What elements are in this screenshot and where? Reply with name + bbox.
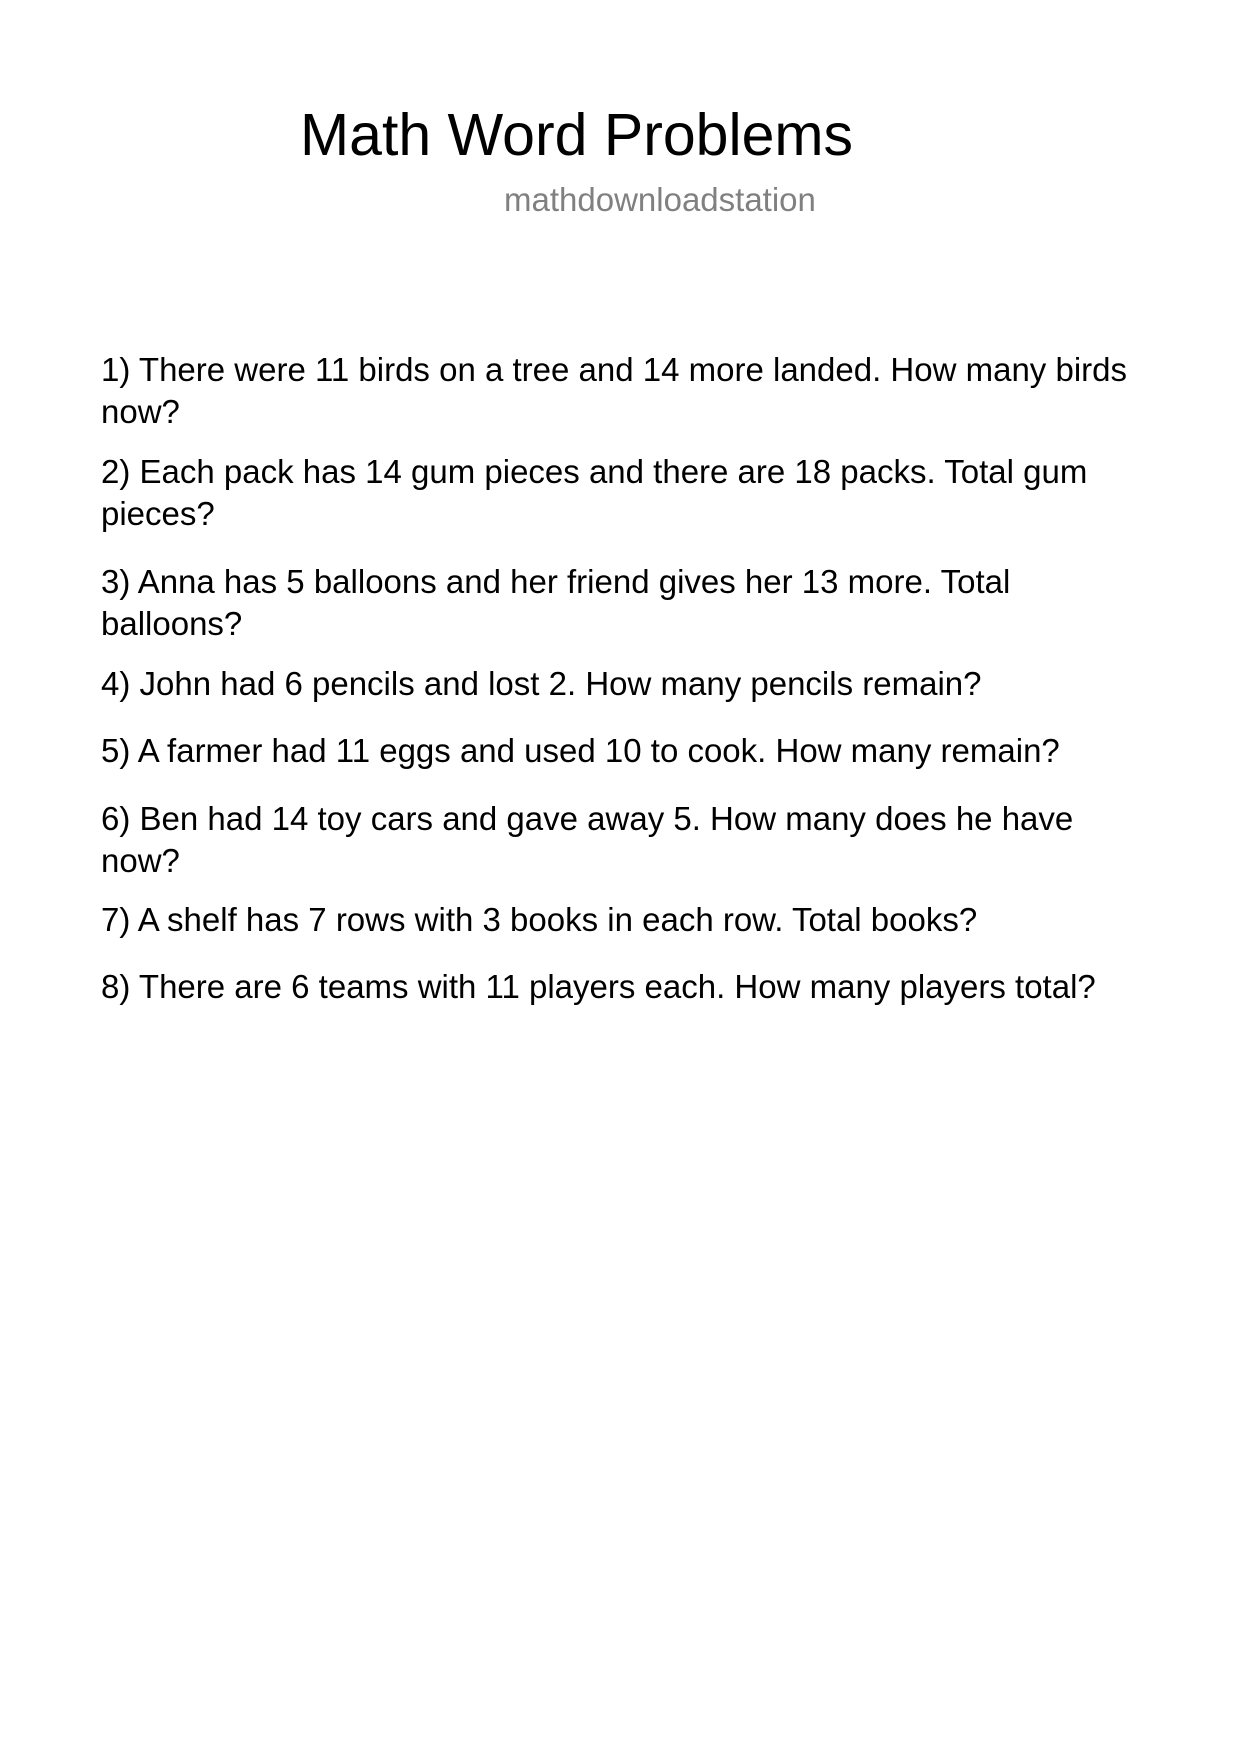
- problem-item: 6) Ben had 14 toy cars and gave away 5. How many does he have now?: [101, 800, 1074, 879]
- problem-item: 7) A shelf has 7 rows with 3 books in each row. Total books?: [101, 901, 978, 938]
- problem-item: 5) A farmer had 11 eggs and used 10 to cook. How many remain?: [101, 732, 1060, 769]
- problem-item: 2) Each pack has 14 gum pieces and there are 18 packs. Total gum pieces?: [101, 453, 1088, 532]
- problem-item: 1) There were 11 birds on a tree and 14 more landed. How many birds now?: [101, 351, 1127, 430]
- problem-item: 8) There are 6 teams with 11 players each. How many players total?: [101, 968, 1096, 1005]
- problem-item: 3) Anna has 5 balloons and her friend gives her 13 more. Total balloons?: [101, 563, 1011, 642]
- problem-item: 4) John had 6 pencils and lost 2. How many pencils remain?: [101, 665, 982, 702]
- page-title: Math Word Problems: [300, 102, 854, 168]
- page-subtitle: mathdownloadstation: [504, 181, 816, 218]
